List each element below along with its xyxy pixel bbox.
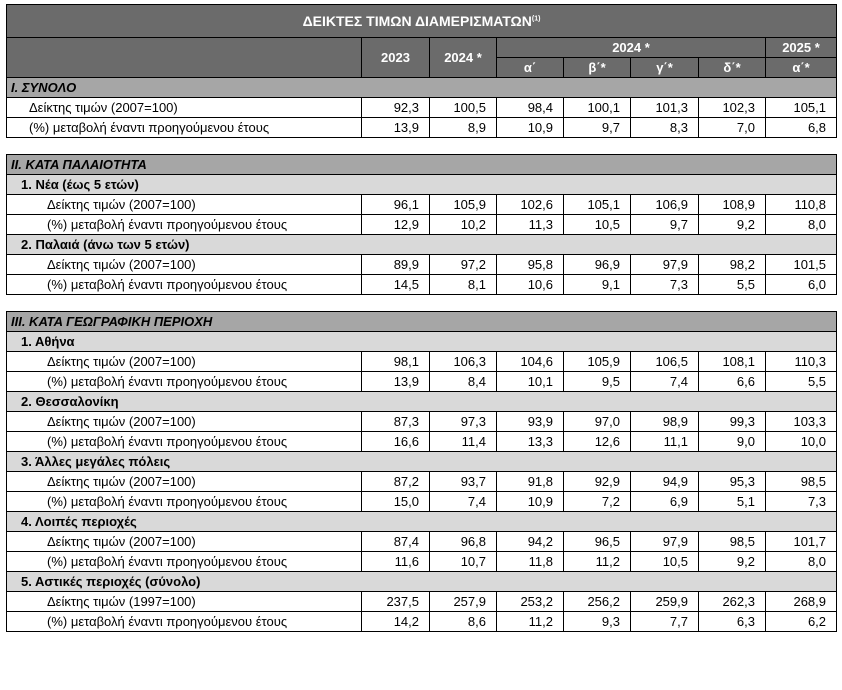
value-cell: 13,3 [497,432,564,452]
value-cell: 5,5 [766,372,837,392]
table-row [7,215,837,235]
value-cell: 102,6 [497,195,564,215]
value-cell: 98,1 [362,352,430,372]
subsection-title: 2. Παλαιά (άνω των 5 ετών) [7,235,837,255]
table-row [7,372,837,392]
row-label: (%) μεταβολή έναντι προηγούμενου έτους [7,432,362,452]
table-row [7,532,837,552]
value-cell: 97,3 [430,412,497,432]
value-cell: 253,2 [497,592,564,612]
subsection-title: 2. Θεσσαλονίκη [7,392,837,412]
table-row [7,432,837,452]
value-cell: 7,2 [564,492,631,512]
value-cell: 87,2 [362,472,430,492]
value-cell: 106,5 [631,352,699,372]
value-cell: 10,2 [430,215,497,235]
apartment-price-index-table [6,4,837,632]
table-body [7,78,837,632]
value-cell: 11,3 [497,215,564,235]
value-cell: 10,5 [631,552,699,572]
subsection-header-row [7,175,837,195]
value-cell: 102,3 [699,98,766,118]
value-cell: 8,4 [430,372,497,392]
value-cell: 11,6 [362,552,430,572]
title-footnote-marker: (1) [531,15,541,23]
row-label: Δείκτης τιμών (2007=100) [7,352,362,372]
header-2023: 2023 [362,38,430,78]
value-cell: 9,7 [631,215,699,235]
row-label: (%) μεταβολή έναντι προηγούμενου έτους [7,215,362,235]
value-cell: 106,3 [430,352,497,372]
value-cell: 10,9 [497,118,564,138]
header-blank-cell [7,38,362,78]
spacer-cell [7,138,837,155]
table-row [7,552,837,572]
subsection-title: 4. Λοιπές περιοχές [7,512,837,532]
header-quarter: γ΄* [631,58,699,78]
header-quarter: β΄* [564,58,631,78]
value-cell: 11,1 [631,432,699,452]
value-cell: 10,6 [497,275,564,295]
value-cell: 98,9 [631,412,699,432]
table-row [7,472,837,492]
value-cell: 11,4 [430,432,497,452]
table-row [7,612,837,632]
value-cell: 8,3 [631,118,699,138]
value-cell: 8,6 [430,612,497,632]
value-cell: 16,6 [362,432,430,452]
header-quarter: α΄ [497,58,564,78]
value-cell: 97,9 [631,532,699,552]
row-label: (%) μεταβολή έναντι προηγούμενου έτους [7,118,362,138]
subsection-title: 5. Αστικές περιοχές (σύνολο) [7,572,837,592]
value-cell: 268,9 [766,592,837,612]
value-cell: 108,1 [699,352,766,372]
value-cell: 12,9 [362,215,430,235]
table-row [7,98,837,118]
section-title: III. ΚΑΤΑ ΓΕΩΓΡΑΦΙΚΗ ΠΕΡΙΟΧΗ [7,312,837,332]
value-cell: 105,9 [564,352,631,372]
row-label: Δείκτης τιμών (2007=100) [7,472,362,492]
spacer-cell [7,295,837,312]
value-cell: 9,3 [564,612,631,632]
value-cell: 105,1 [766,98,837,118]
subsection-header-row [7,452,837,472]
value-cell: 92,9 [564,472,631,492]
section-header-row [7,155,837,175]
value-cell: 6,6 [699,372,766,392]
section-title: II. ΚΑΤΑ ΠΑΛΑΙΟΤΗΤΑ [7,155,837,175]
value-cell: 110,3 [766,352,837,372]
value-cell: 10,1 [497,372,564,392]
value-cell: 99,3 [699,412,766,432]
value-cell: 10,9 [497,492,564,512]
value-cell: 105,9 [430,195,497,215]
value-cell: 8,0 [766,215,837,235]
value-cell: 10,5 [564,215,631,235]
row-label: (%) μεταβολή έναντι προηγούμενου έτους [7,492,362,512]
table-title-text: ΔΕΙΚΤΕΣ ΤΙΜΩΝ ΔΙΑΜΕΡΙΣΜΑΤΩΝ [302,13,532,29]
value-cell: 92,3 [362,98,430,118]
value-cell: 13,9 [362,372,430,392]
value-cell: 237,5 [362,592,430,612]
value-cell: 259,9 [631,592,699,612]
value-cell: 89,9 [362,255,430,275]
value-cell: 11,8 [497,552,564,572]
row-label: Δείκτης τιμών (2007=100) [7,412,362,432]
value-cell: 10,0 [766,432,837,452]
subsection-header-row [7,512,837,532]
value-cell: 98,4 [497,98,564,118]
value-cell: 256,2 [564,592,631,612]
value-cell: 101,5 [766,255,837,275]
value-cell: 11,2 [497,612,564,632]
value-cell: 9,1 [564,275,631,295]
value-cell: 93,9 [497,412,564,432]
table-title [7,5,837,38]
value-cell: 103,3 [766,412,837,432]
value-cell: 105,1 [564,195,631,215]
value-cell: 13,9 [362,118,430,138]
spacer-row [7,138,837,155]
value-cell: 7,7 [631,612,699,632]
value-cell: 94,2 [497,532,564,552]
value-cell: 98,2 [699,255,766,275]
section-header-row [7,78,837,98]
value-cell: 11,2 [564,552,631,572]
row-label: Δείκτης τιμών (2007=100) [7,98,362,118]
value-cell: 10,7 [430,552,497,572]
value-cell: 7,3 [631,275,699,295]
value-cell: 6,2 [766,612,837,632]
subsection-header-row [7,572,837,592]
value-cell: 100,1 [564,98,631,118]
row-label: (%) μεταβολή έναντι προηγούμενου έτους [7,372,362,392]
value-cell: 7,3 [766,492,837,512]
value-cell: 97,0 [564,412,631,432]
value-cell: 96,9 [564,255,631,275]
value-cell: 96,5 [564,532,631,552]
value-cell: 96,1 [362,195,430,215]
value-cell: 7,4 [631,372,699,392]
value-cell: 104,6 [497,352,564,372]
value-cell: 106,9 [631,195,699,215]
table-row [7,275,837,295]
subsection-title: 1. Νέα (έως 5 ετών) [7,175,837,195]
value-cell: 14,5 [362,275,430,295]
value-cell: 5,1 [699,492,766,512]
value-cell: 98,5 [766,472,837,492]
table-row [7,412,837,432]
value-cell: 262,3 [699,592,766,612]
row-label: (%) μεταβολή έναντι προηγούμενου έτους [7,275,362,295]
value-cell: 8,1 [430,275,497,295]
value-cell: 101,3 [631,98,699,118]
header-2024-annual: 2024 * [430,38,497,78]
value-cell: 93,7 [430,472,497,492]
value-cell: 8,0 [766,552,837,572]
row-label: Δείκτης τιμών (1997=100) [7,592,362,612]
table-row [7,352,837,372]
value-cell: 9,0 [699,432,766,452]
value-cell: 6,3 [699,612,766,632]
table-row [7,118,837,138]
table-row [7,255,837,275]
value-cell: 87,4 [362,532,430,552]
row-label: Δείκτης τιμών (2007=100) [7,255,362,275]
table-row [7,592,837,612]
header-quarter: δ΄* [699,58,766,78]
value-cell: 6,9 [631,492,699,512]
value-cell: 108,9 [699,195,766,215]
value-cell: 15,0 [362,492,430,512]
section-title: I. ΣΥΝΟΛΟ [7,78,837,98]
row-label: (%) μεταβολή έναντι προηγούμενου έτους [7,612,362,632]
value-cell: 100,5 [430,98,497,118]
value-cell: 9,2 [699,552,766,572]
value-cell: 14,2 [362,612,430,632]
value-cell: 98,5 [699,532,766,552]
value-cell: 95,8 [497,255,564,275]
subsection-header-row [7,235,837,255]
value-cell: 101,7 [766,532,837,552]
value-cell: 87,3 [362,412,430,432]
table-row [7,492,837,512]
value-cell: 8,9 [430,118,497,138]
header-2025-quarters: 2025 * [766,38,837,58]
value-cell: 110,8 [766,195,837,215]
table-row [7,195,837,215]
subsection-title: 3. Άλλες μεγάλες πόλεις [7,452,837,472]
value-cell: 257,9 [430,592,497,612]
value-cell: 9,2 [699,215,766,235]
value-cell: 97,9 [631,255,699,275]
value-cell: 94,9 [631,472,699,492]
value-cell: 6,8 [766,118,837,138]
header-2024-quarters: 2024 * [497,38,766,58]
value-cell: 97,2 [430,255,497,275]
value-cell: 7,0 [699,118,766,138]
header-quarter: α΄* [766,58,837,78]
value-cell: 96,8 [430,532,497,552]
value-cell: 9,5 [564,372,631,392]
value-cell: 6,0 [766,275,837,295]
subsection-header-row [7,392,837,412]
row-label: Δείκτης τιμών (2007=100) [7,532,362,552]
row-label: Δείκτης τιμών (2007=100) [7,195,362,215]
value-cell: 12,6 [564,432,631,452]
section-header-row [7,312,837,332]
value-cell: 5,5 [699,275,766,295]
value-cell: 95,3 [699,472,766,492]
value-cell: 9,7 [564,118,631,138]
subsection-title: 1. Αθήνα [7,332,837,352]
subsection-header-row [7,332,837,352]
row-label: (%) μεταβολή έναντι προηγούμενου έτους [7,552,362,572]
spacer-row [7,295,837,312]
value-cell: 91,8 [497,472,564,492]
value-cell: 7,4 [430,492,497,512]
